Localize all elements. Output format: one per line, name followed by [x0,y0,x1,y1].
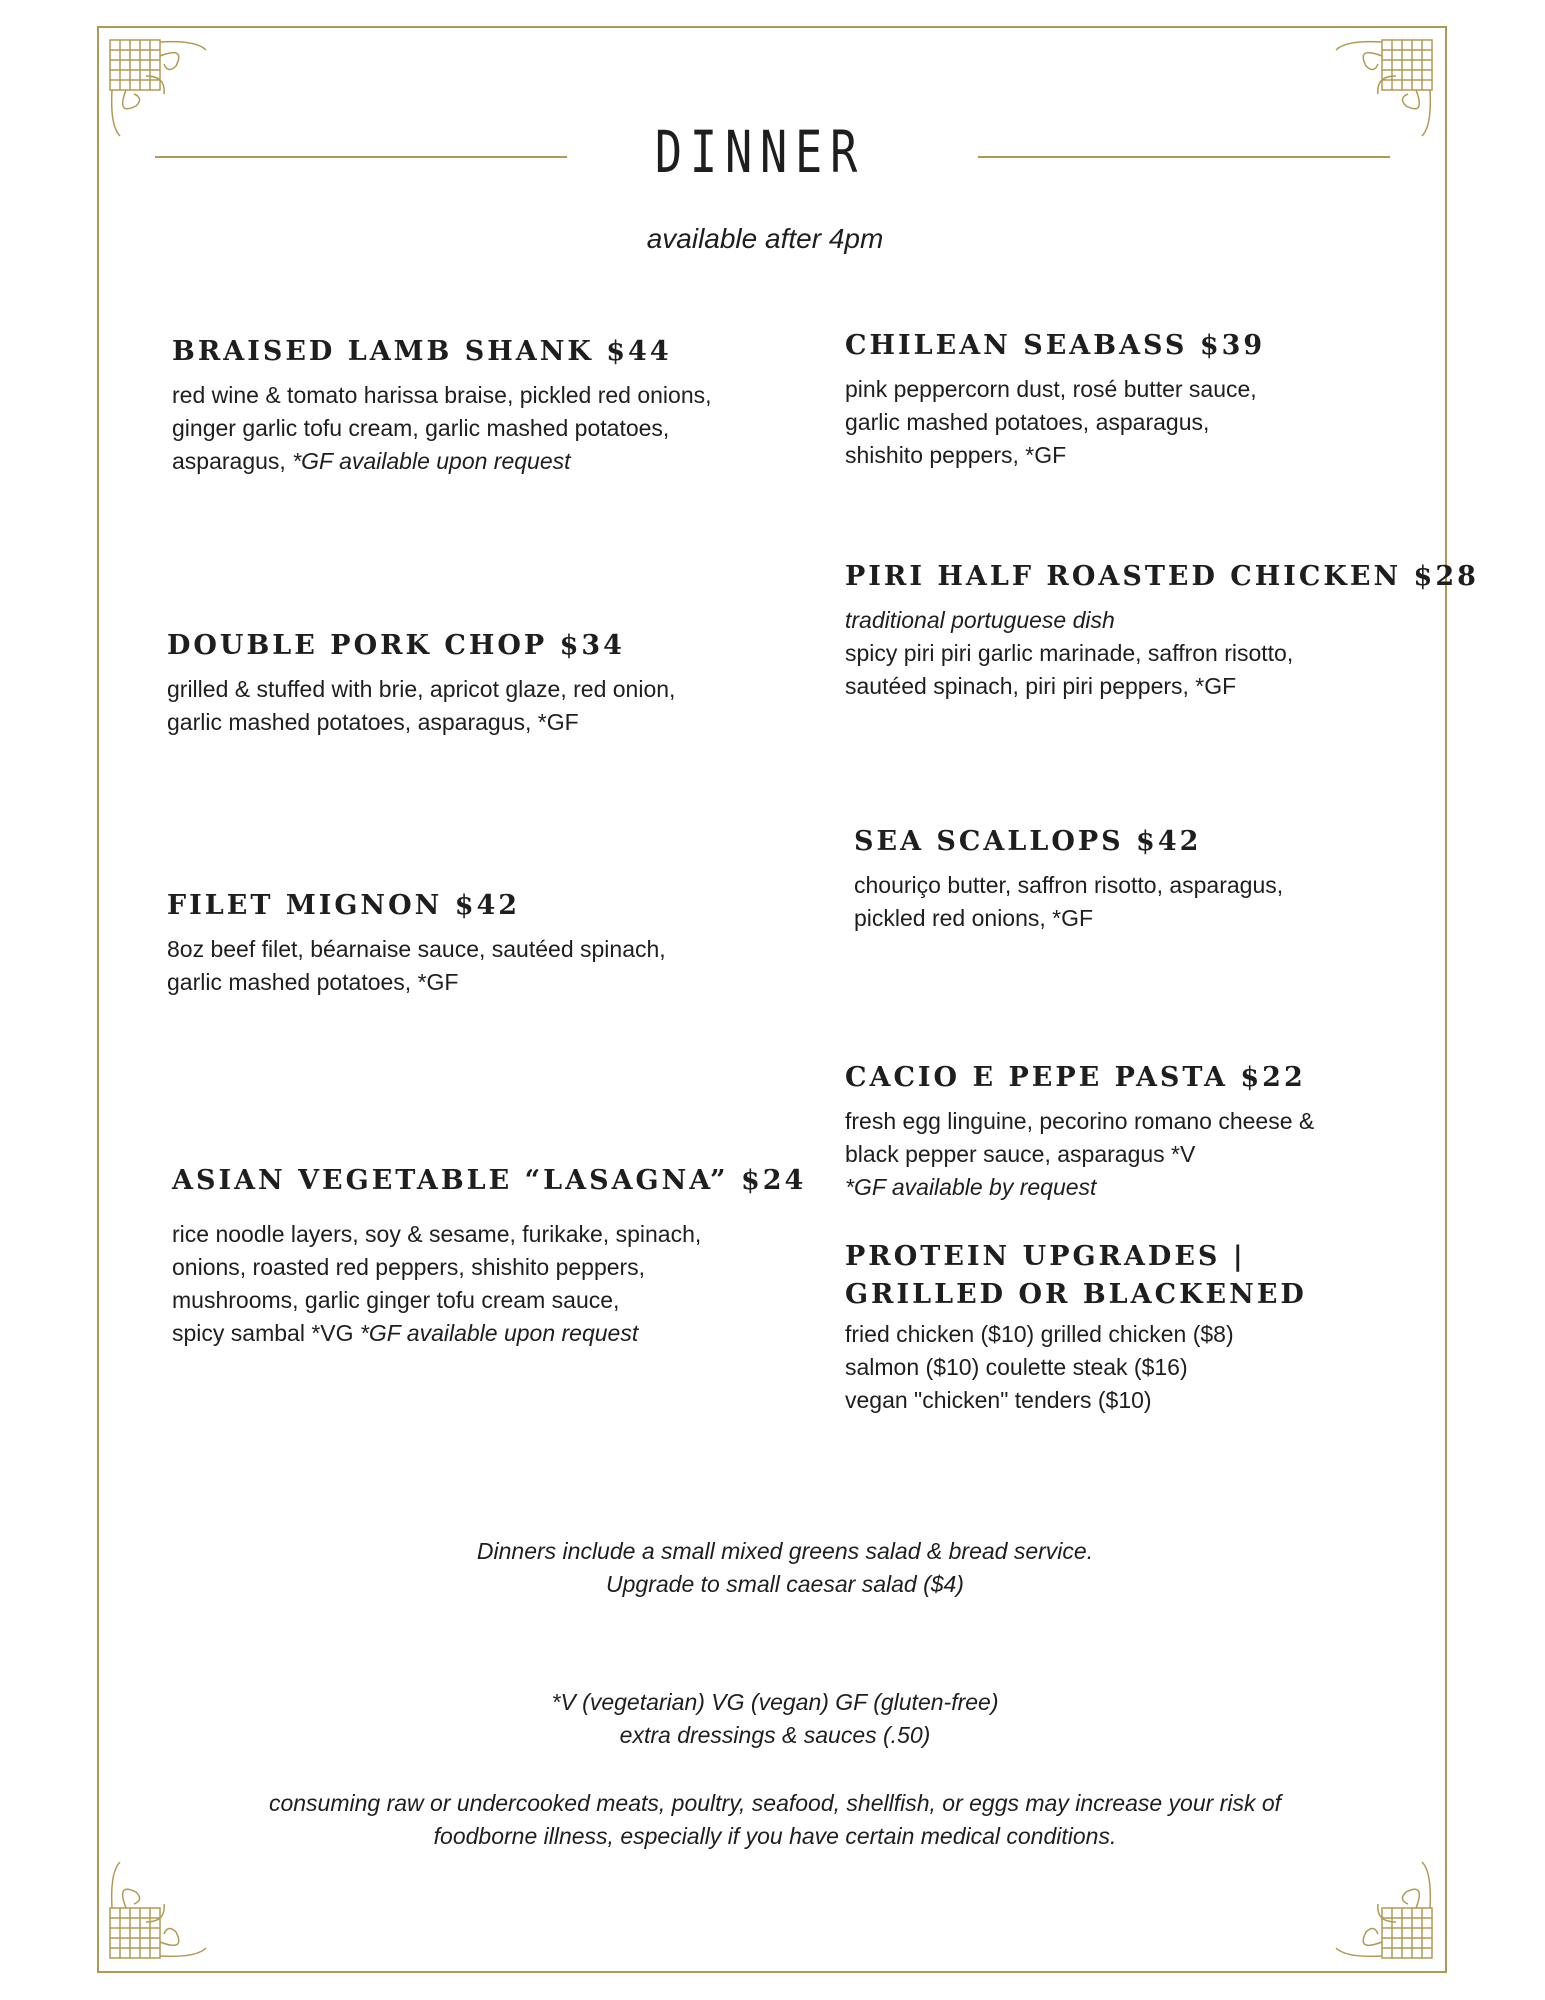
item-description [167,933,787,999]
upgrade-line: salmon ($10) coulette steak ($16) [845,1354,1188,1380]
description-line: fresh egg linguine, pecorino romano cheese & [845,1108,1315,1134]
description-line: pink peppercorn dust, rosé butter sauce, [845,376,1257,402]
item-heading: PIRI HALF ROASTED CHICKEN $28 [845,561,1479,592]
description-line: spicy piri piri garlic marinade, saffron risotto, [845,640,1294,666]
protein-upgrades [845,1238,1465,1417]
footer-line: foodborne illness, especially if you have certain medical conditions. [433,1823,1117,1849]
item-description [845,1105,1465,1204]
footer-line: Upgrade to small caesar salad ($4) [606,1571,964,1597]
description-line: mushrooms, garlic ginger tofu cream sauce, [172,1287,620,1313]
footer-line: *V (vegetarian) VG (vegan) GF (gluten-free) [551,1689,999,1715]
item-subheading: traditional portuguese dish [845,607,1115,633]
item-description [854,869,1474,935]
gold-border-frame [97,26,1447,1973]
salad-note [150,1535,1420,1601]
description-line: chouriço butter, saffron risotto, asparagus, [854,872,1284,898]
menu-item-chilean-seabass [845,327,1465,472]
menu-item-lamb-shank [172,333,792,478]
description-line: rice noodle layers, soy & sesame, furikake, spinach, [172,1221,702,1247]
description-line: garlic mashed potatoes, asparagus, *GF [167,709,579,735]
description-line: 8oz beef filet, béarnaise sauce, sautéed spinach, [167,936,666,962]
item-heading: SEA SCALLOPS $42 [854,826,1202,857]
menu-item-sea-scallops [854,823,1474,935]
item-heading: FILET MIGNON $42 [167,890,521,921]
description-line: sautéed spinach, piri piri peppers, *GF [845,673,1237,699]
upgrades-heading [845,1238,1465,1314]
description-line: asparagus, [172,448,293,474]
description-line: black pepper sauce, asparagus *V [845,1141,1196,1167]
footer-line: consuming raw or undercooked meats, poultry, seafood, shellfish, or eggs may increase your risk of [268,1790,1282,1816]
gf-note: *GF available by request [845,1174,1097,1200]
upgrades-heading-line: GRILLED OR BLACKENED [845,1279,1307,1310]
item-description [172,1218,792,1350]
item-description [172,379,792,478]
upgrades-heading-line: PROTEIN UPGRADES | [845,1241,1246,1272]
menu-item-pork-chop [167,627,787,739]
item-description [845,373,1465,472]
item-heading: ASIAN VEGETABLE “LASAGNA” $24 [172,1165,807,1196]
description-line: garlic mashed potatoes, *GF [167,969,459,995]
menu-item-filet-mignon [167,887,787,999]
item-heading: BRAISED LAMB SHANK $44 [172,336,672,367]
footer-line: Dinners include a small mixed greens salad & bread service. [476,1538,1094,1564]
upgrade-line: vegan "chicken" tenders ($10) [845,1387,1152,1413]
description-line: pickled red onions, *GF [854,905,1094,931]
consumption-warning [140,1787,1410,1853]
gf-note: *GF available upon request [292,448,571,474]
menu-title: DINNER [654,118,866,186]
footer-line: extra dressings & sauces (.50) [619,1722,931,1748]
description-line: red wine & tomato harissa braise, pickled red onions, [172,382,712,408]
description-line: shishito peppers, *GF [845,442,1067,468]
upgrades-list [845,1318,1465,1417]
gf-note: *GF available upon request [359,1320,639,1346]
menu-subtitle: available after 4pm [646,223,884,254]
upgrade-line: fried chicken ($10) grilled chicken ($8) [845,1321,1234,1347]
dietary-legend [140,1686,1410,1752]
item-description [167,673,787,739]
menu-item-piri-chicken [845,558,1495,703]
menu-item-vegetable-lasagna [172,1162,807,1350]
item-heading: DOUBLE PORK CHOP $34 [167,630,625,661]
item-heading: CACIO E PEPE PASTA $22 [845,1062,1306,1093]
corner-ornament-bottom-left [106,1852,216,1962]
menu-item-cacio-e-pepe [845,1059,1465,1204]
item-heading: CHILEAN SEABASS $39 [845,330,1266,361]
corner-ornament-bottom-right [1326,1852,1436,1962]
item-description [845,604,1495,703]
description-line: spicy sambal *VG [172,1320,360,1346]
description-line: ginger garlic tofu cream, garlic mashed potatoes, [172,415,670,441]
description-line: grilled & stuffed with brie, apricot glaze, red onion, [167,676,676,702]
description-line: onions, roasted red peppers, shishito peppers, [172,1254,646,1280]
description-line: garlic mashed potatoes, asparagus, [845,409,1210,435]
